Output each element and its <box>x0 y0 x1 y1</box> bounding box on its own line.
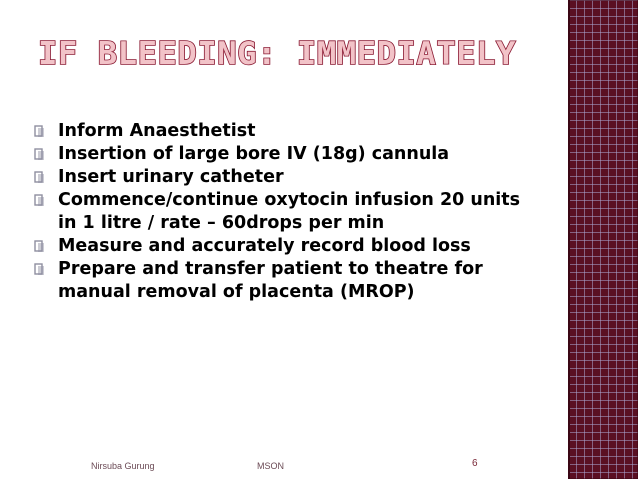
bullet-icon <box>34 171 45 184</box>
bullet-icon <box>34 263 45 276</box>
footer-organization: MSON <box>257 461 284 471</box>
slide-title-graphic <box>38 28 518 74</box>
side-band-pattern <box>568 0 638 479</box>
bullet-text: Inform Anaesthetist <box>58 121 256 141</box>
bullet-text: Prepare and transfer patient to theatre for manual removal of placenta (MROP) <box>58 259 483 302</box>
bullet-item <box>32 143 532 166</box>
bullet-item <box>32 166 532 189</box>
bullet-icon <box>34 148 45 161</box>
slide-page-number: 6 <box>472 458 478 469</box>
slide-title-container <box>38 28 518 74</box>
bullet-item <box>32 235 532 258</box>
bullet-icon <box>34 194 45 207</box>
bullet-item <box>32 120 532 143</box>
slide-footer <box>0 458 560 475</box>
bullet-icon <box>34 125 45 138</box>
bullet-list <box>32 120 532 304</box>
slide-title: IF BLEEDING: IMMEDIATELY <box>38 36 516 72</box>
bullet-item <box>32 258 532 304</box>
bullet-text: Measure and accurately record blood loss <box>58 236 471 256</box>
bullet-text: Insert urinary catheter <box>58 167 284 187</box>
footer-author: Nirsuba Gurung <box>91 461 155 471</box>
decorative-side-band <box>568 0 638 479</box>
bullet-icon <box>34 240 45 253</box>
bullet-text: Commence/continue oxytocin infusion 20 units in 1 litre / rate – 60drops per min <box>58 190 521 233</box>
bullet-item <box>32 189 532 235</box>
bullet-text: Insertion of large bore IV (18g) cannula <box>58 144 450 164</box>
